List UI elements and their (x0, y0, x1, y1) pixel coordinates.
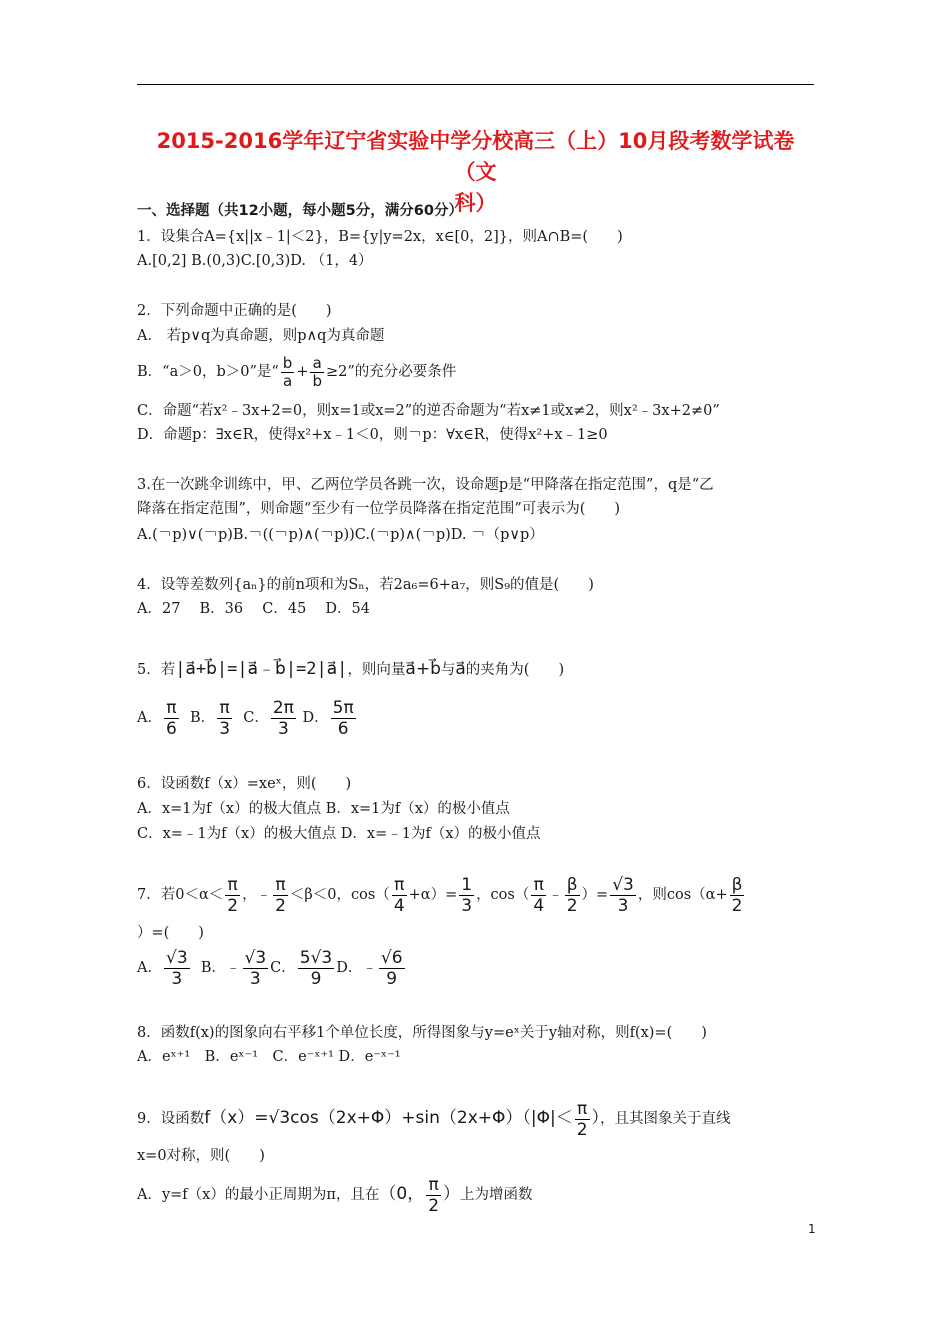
q7-c-label: C． (270, 960, 296, 976)
q2-b-post: ≥2”的充分必要条件 (326, 364, 457, 380)
q5-pre: 5．若 (137, 662, 176, 678)
q1-options: A.[0,2] B.(0,3)C.[0,3)D. （1，4） (137, 253, 373, 269)
q7-t1: ，﹣ (242, 887, 272, 903)
q6-stem: 6．设函数f（x）=xeˣ，则( ) (137, 776, 352, 792)
q6-options-cd: C．x=﹣1为f（x）的极大值点 D．x=﹣1为f（x）的极小值点 (137, 826, 541, 842)
q2-option-b (137, 350, 456, 394)
q8-stem: 8．函数f(x)的图象向右平移1个单位长度，所得图象与y=eˣ关于y轴对称，则f(x)=( ) (137, 1025, 707, 1041)
q7-t4: ，cos（ (476, 887, 530, 903)
page-number: 1 (808, 1222, 816, 1236)
q1-stem: 1．设集合A={x||x﹣1|＜2}，B={y|y=2x，x∈[0，2]}，则A∩B=( ) (137, 229, 623, 245)
q7-fraction-5: $\frac{\pi}{4}$ (533, 874, 545, 916)
q7-fraction-8: $\frac{\beta}{2}$ (731, 874, 743, 916)
q7-a-label: A． (137, 960, 162, 976)
q9-function-formula: f（x）=√3cos（2x+Φ）+sin（2x+Φ）（|Φ|＜ (204, 1108, 573, 1128)
q7-d-fraction: $\frac{√6}{9}$ (380, 947, 403, 989)
q5-stem (137, 647, 564, 692)
q9-a-fraction: $\frac{\pi}{2}$ (428, 1174, 440, 1216)
q7-t6: ）= (581, 887, 609, 903)
q9-a-interval: （0， (379, 1184, 425, 1204)
q5-c-fraction: $\frac{2\pi}{3}$ (272, 697, 294, 739)
q4-stem: 4．设等差数列{aₙ}的前n项和为Sₙ，若2a₆=6+a₇，则S₉的值是( ) (137, 577, 594, 593)
q2-b-fraction-2: $\frac{a}{b}$ (312, 353, 322, 390)
q5-d-label: D． (302, 710, 329, 726)
q7-t5: ﹣ (548, 887, 563, 903)
q2-stem: 2．下列命题中正确的是( ) (137, 303, 332, 319)
q7-pre: 7．若0＜α＜ (137, 887, 224, 903)
q9-stem-line-2: x=0对称，则( ) (137, 1148, 265, 1164)
q8-options: A．eˣ⁺¹ B．eˣ⁻¹ C．e⁻ˣ⁺¹ D．e⁻ˣ⁻¹ (137, 1049, 401, 1065)
q7-fraction-4: $\frac{1}{3}$ (461, 874, 473, 916)
q5-a-label: A． (137, 710, 162, 726)
q9-option-a (137, 1172, 533, 1217)
q2-option-d: D．命题p：∃x∈R，使得x²+x﹣1＜0，则￢p：∀x∈R，使得x²+x﹣1≥0 (137, 427, 608, 443)
q7-t7: ，则cos（α+ (637, 887, 728, 903)
q7-fraction-6: $\frac{\beta}{2}$ (566, 874, 578, 916)
q5-post: 的夹角为( ) (465, 662, 565, 678)
q9-a-pre: A．y=f（x）的最小正周期为π，且在 (137, 1187, 380, 1203)
q7-options: A． $\frac{√3}{3}$ B．﹣ $\frac{√3}{3}$ C． $\frac{5√3}{9}$ D．﹣ $\frac{√6}{9}$ (137, 947, 403, 989)
q2-option-c: C．命题“若x²﹣3x+2=0，则x=1或x=2”的逆否命题为“若x≠1或x≠2，则x²﹣3x+2≠0” (137, 403, 720, 419)
q7-fraction-3: $\frac{\pi}{4}$ (393, 874, 405, 916)
q5-b-label: B． (190, 710, 216, 726)
q5-a-fraction: $\frac{\pi}{6}$ (165, 697, 177, 739)
title-line-2: 科） (454, 191, 497, 215)
q5-c-label: C． (243, 710, 269, 726)
q7-t3: +α）= (408, 887, 458, 903)
q5-mid2: 与 (440, 662, 456, 678)
title-line-1: 2015-2016学年辽宁省实验中学分校高三（上）10月段考数学试卷（文 (156, 129, 795, 184)
q7-stem-line-2: ）=( ) (137, 925, 204, 941)
q9-post: ，且其图象关于直线 (600, 1111, 731, 1127)
q6-options-ab: A．x=1为f（x）的极大值点 B．x=1为f（x）的极小值点 (137, 801, 510, 817)
q5-options (137, 696, 358, 740)
q7-a-fraction: $\frac{√3}{3}$ (165, 947, 188, 989)
section-heading: 一、选择题（共12小题，每小题5分，满分60分） (137, 203, 463, 219)
q3-stem-line-2: 降落在指定范围”，则命题“至少有一位学员降落在指定范围”可表示为( ) (137, 501, 621, 517)
q7-fraction-7: $\frac{√3}{3}$ (612, 874, 634, 916)
q2-b-fraction-1: $\frac{b}{a}$ (282, 353, 293, 390)
header-rule (137, 84, 814, 85)
q7-t2: ＜β＜0，cos（ (289, 887, 390, 903)
q7-stem (137, 873, 746, 917)
q7-c-fraction: $\frac{5√3}{9}$ (299, 947, 333, 989)
q5-vector-sum: a⃗+b⃗ (405, 659, 441, 679)
q2-option-a: A． 若p∨q为真命题，则p∧q为真命题 (137, 328, 385, 344)
q9-stem (137, 1096, 731, 1141)
q7-fraction-1: $\frac{\pi}{2}$ (227, 874, 239, 916)
q3-stem-line-1: 3.在一次跳伞训练中，甲、乙两位学员各跳一次，设命题p是“甲降落在指定范围”，q是“乙 (137, 477, 714, 493)
q9-fraction: $\frac{\pi}{2}$ (576, 1098, 588, 1140)
q9-pre: 9．设函数 (137, 1111, 205, 1127)
q5-b-fraction: $\frac{\pi}{3}$ (219, 697, 231, 739)
q5-mid: ，则向量 (347, 662, 406, 678)
q9-a-close: ） (443, 1184, 461, 1204)
q4-options: A．27 B．36 C．45 D．54 (137, 601, 370, 617)
q9-close: ） (591, 1108, 601, 1128)
q2-b-plus: + (296, 364, 309, 380)
q5-vector-formula: |a⃗+b⃗|=|a⃗﹣b⃗|=2|a⃗| (175, 659, 348, 679)
q7-b-fraction: $\frac{√3}{3}$ (244, 947, 267, 989)
q5-vector-a: a⃗ (455, 659, 466, 679)
q7-fraction-2: $\frac{\pi}{2}$ (275, 874, 286, 916)
q2-b-pre: B．“a＞0，b＞0”是“ (137, 364, 279, 380)
q7-b-label: B． (200, 960, 227, 976)
q9-a-post: 上为增函数 (460, 1187, 533, 1203)
q5-d-fraction: $\frac{5\pi}{6}$ (332, 697, 354, 739)
q7-d-label: D． (336, 960, 363, 976)
q3-options: A.(￢p)∨(￢p)B.￢((￢p)∧(￢p))C.(￢p)∧(￢p)D. ￢（p∨p） (137, 527, 544, 543)
